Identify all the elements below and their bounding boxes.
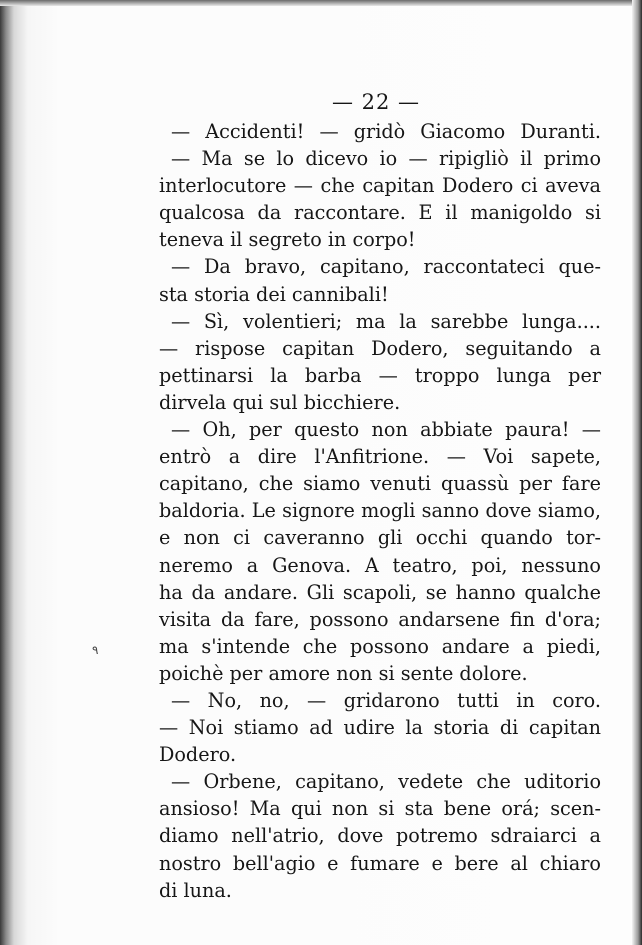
text-line: nostro bell'agio e fumare e bere al chiaro [159,851,601,875]
text-line: visita da fare, possono andarsene fin d'ora; [159,607,601,631]
text-line: neremo a Genova. A teatro, poi, nessuno [159,553,601,577]
text-line: dirvela qui sul bicchiere. [159,390,401,414]
text-line: e non ci caveranno gli occhi quando tor- [159,526,601,550]
text-line: — Sì, volentieri; ma la sarebbe lunga.... [171,309,601,333]
text-line: — Da bravo, capitano, raccontateci que- [171,255,601,279]
body-text [159,118,601,904]
text-line: Dodero. [159,743,237,767]
page-number: — 22 — [331,90,421,114]
text-line: — Accidenti! — gridò Giacomo Duranti. [171,120,601,143]
text-line: capitano, che siamo venuti quassù per fare [159,472,601,496]
text-line: pettinarsi la barba — troppo lunga per [159,363,601,387]
text-line: — Ma se lo dicevo io — ripigliò il primo [171,147,601,171]
text-line: qualcosa da raccontare. E il manigoldo si [159,201,601,225]
text-line: poichè per amore non si sente dolore. [159,661,528,685]
text-line: interlocutore — che capitan Dodero ci aveva [159,174,601,198]
text-line: — rispose capitan Dodero, seguitando a [159,336,601,360]
text-line: baldoria. Le signore mogli sanno dove siamo, [159,499,601,523]
text-line: — Orbene, capitano, vedete che uditorio [171,770,601,794]
text-line: — Oh, per questo non abbiate paura! — [171,418,601,442]
text-line: entrò a dire l'Anfitrione. — Voi sapete, [159,445,601,469]
text-line: — Noi stiamo ad udire la storia di capitan [159,716,601,740]
text-line: diamo nell'atrio, dove potremo sdraiarci a [159,824,601,848]
text-line: teneva il segreto in corpo! [159,228,416,252]
text-line: — No, no, — gridarono tutti in coro. [171,688,601,712]
page-top-edge [0,0,642,6]
page-right-edge [632,0,642,945]
margin-mark: ٩ [92,643,99,657]
text-line: di luna. [159,878,232,902]
text-line: ha da andare. Gli scapoli, se hanno qualche [159,580,601,604]
text-line: sta storia dei cannibali! [159,282,389,306]
text-line: ma s'intende che possono andare a piedi, [159,634,601,658]
text-line: ansioso! Ma qui non si sta bene orá; scen- [159,797,601,821]
